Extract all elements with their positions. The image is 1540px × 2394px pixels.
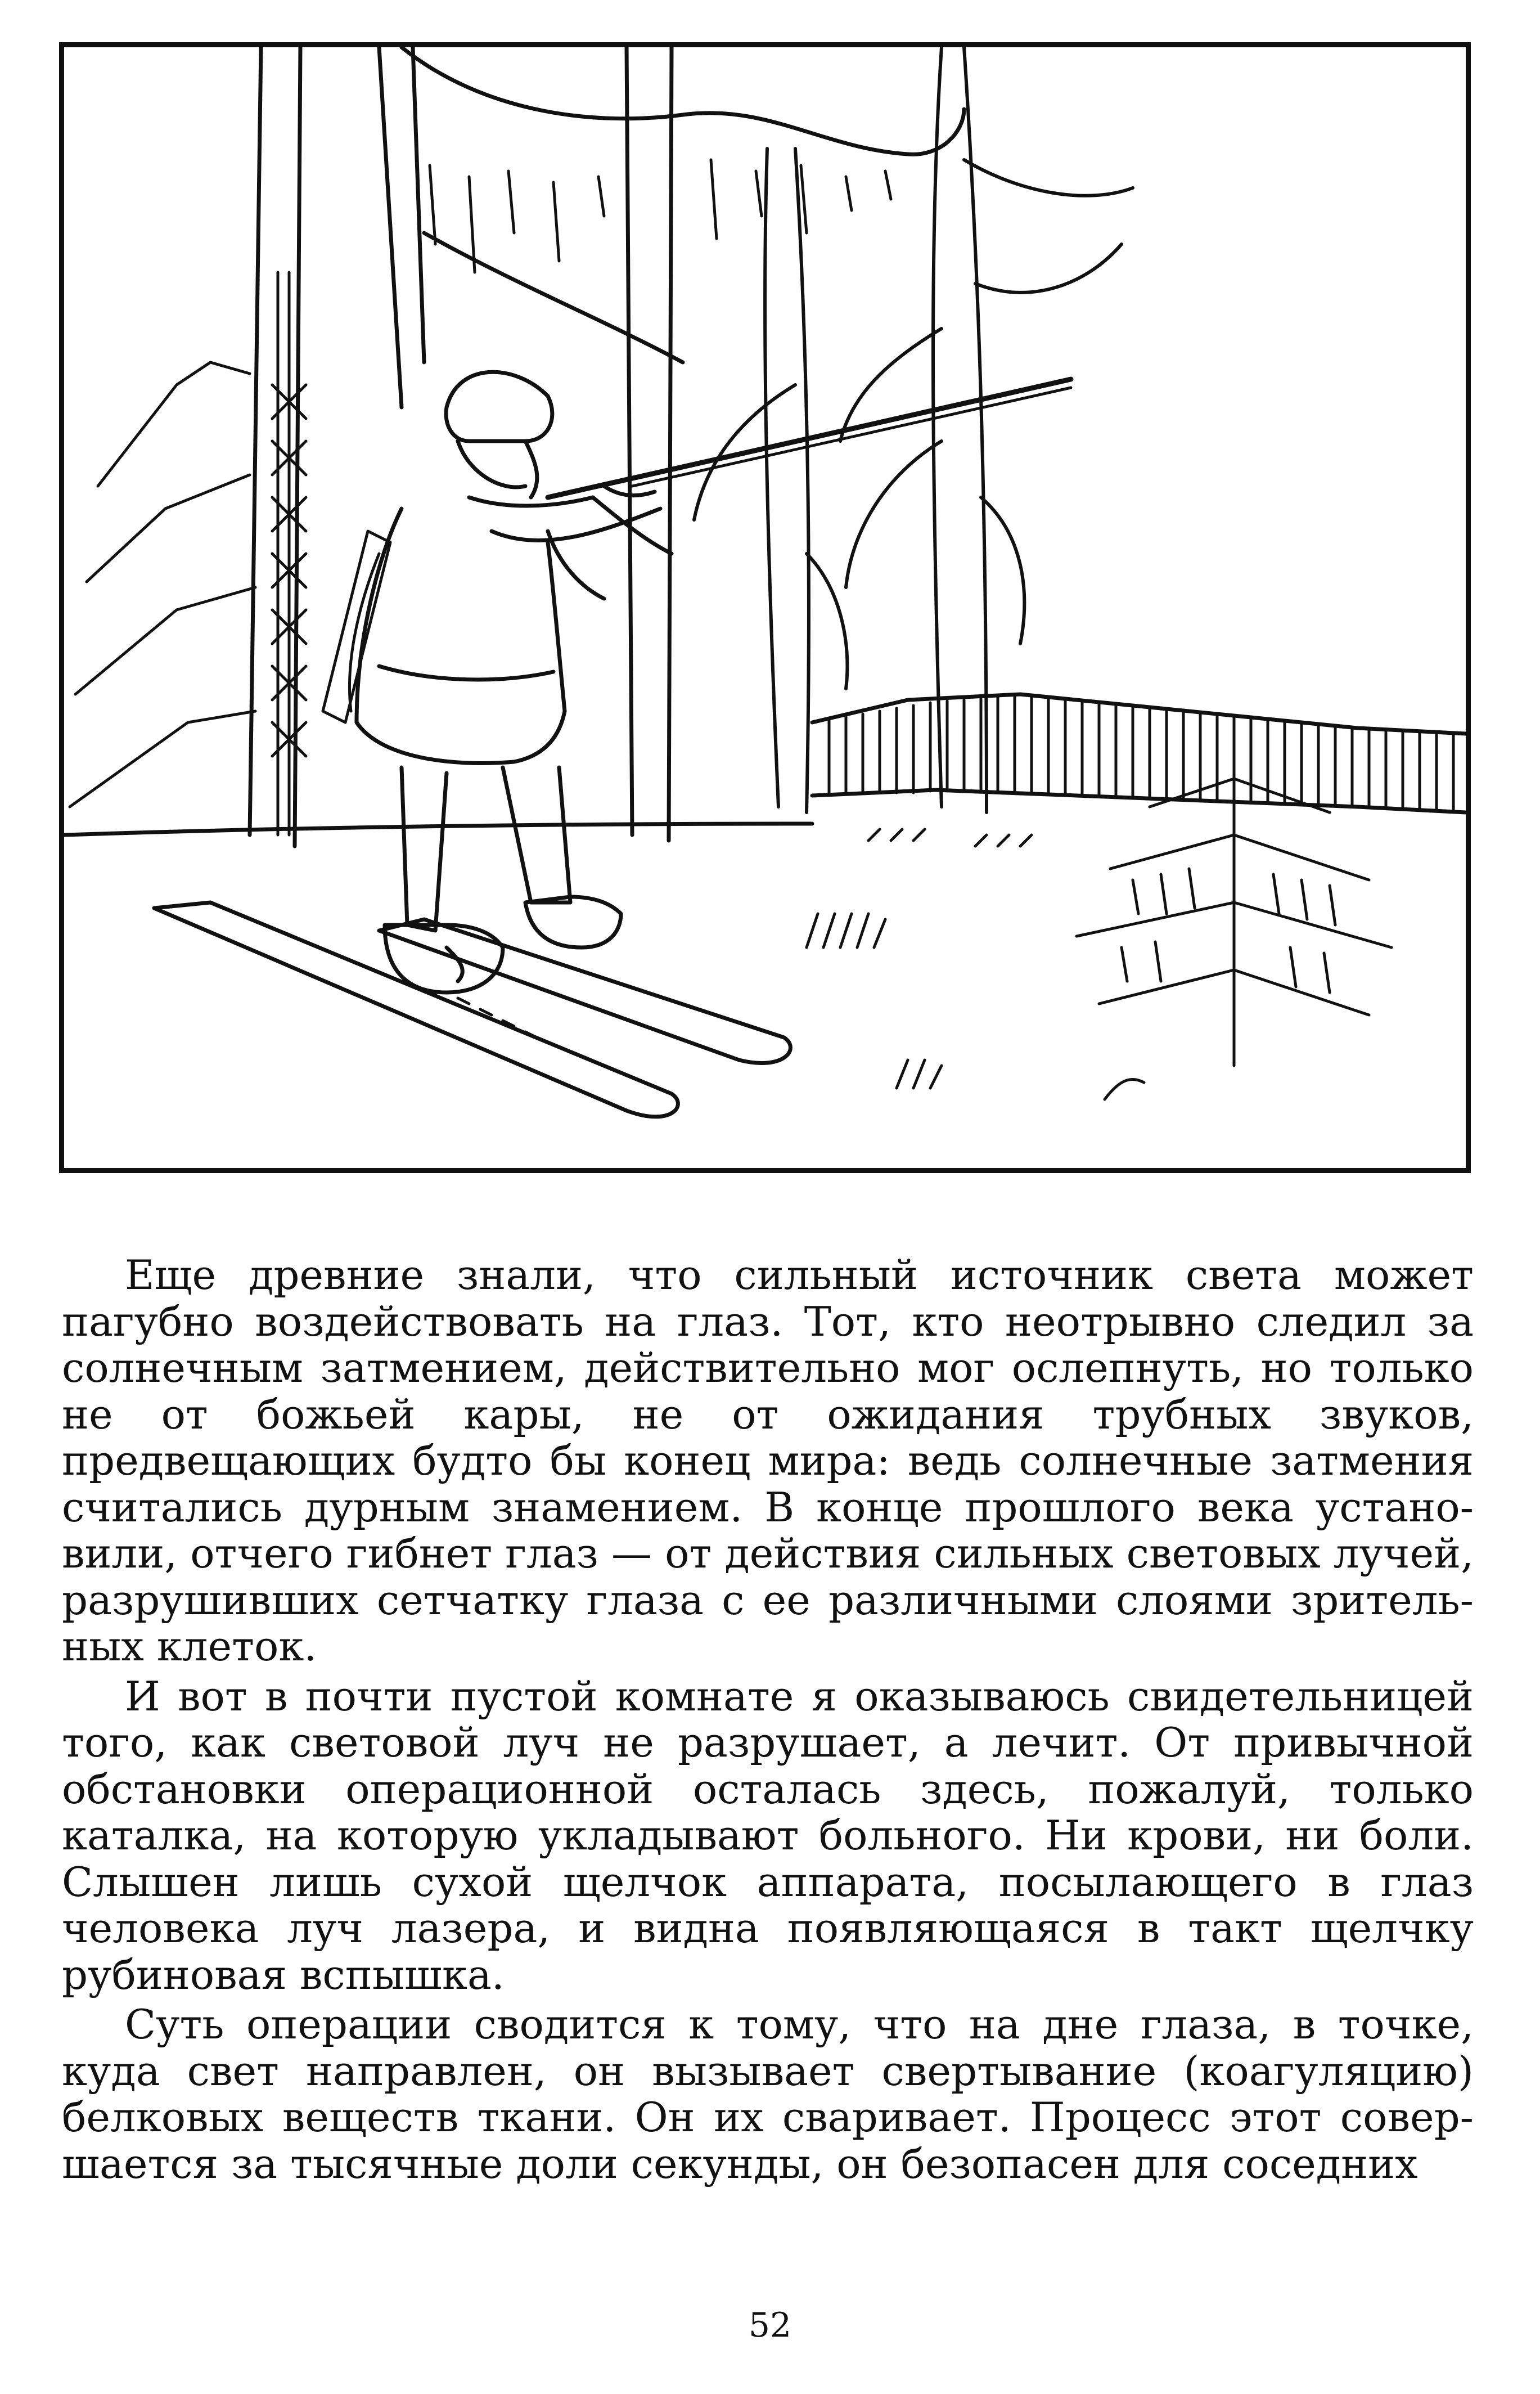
left-fir-tree: [70, 272, 306, 835]
article-text: [62, 1252, 1474, 2190]
hunter-illustration: [64, 47, 1466, 1168]
snow-ground-line: [64, 824, 812, 835]
belt: [379, 666, 553, 680]
small-fir-tree: [1077, 722, 1392, 1066]
paragraph-1: Еще древние знали, что сильный источник света может пагубно воздействовать на глаз. Тот, кто неотрывно следил за солнечным затмением, действительно мог ослепнуть, но только не от божьей кары, не от ожидания трубных звуков, предвещающих будто бы конец мира: ведь солнечные затмения считались дурным знамением. В конце прошлого века установили, отчего гибнет глаз — от действия сильных световых лучей, разрушивших сетчатку глаза с ее различными слоями зрительных клеток.: [62, 1251, 1474, 1670]
snowy-canopy: [402, 47, 964, 362]
skis: [154, 902, 790, 1117]
illustration-frame: [59, 42, 1471, 1173]
snow-tufts: [807, 829, 1144, 1099]
distant-forest: [812, 694, 1466, 812]
paragraph-3: Суть операции сводится к тому, что на дне глаза, в точке, куда свет направлен, он вызывает свертывание (коагуляцию) белковых веществ ткани. Он их сваривает. Процесс этот совершается за тысячные доли секунды, он безопасен для соседних: [62, 2001, 1474, 2188]
hunter-figure: [323, 372, 1071, 992]
page-number: 52: [748, 2306, 792, 2345]
paragraph-2: И вот в почти пустой комнате я оказываюсь свидетельницей того, как световой луч не разрушает, а лечит. От привычной обстановки операционной осталась здесь, пожалуй, только каталка, на которую укладывают больного. Ни крови, ни боли. Слышен лишь сухой щелчок аппарата, посылающего в глаз человека луч лазера, и видна появляющаяся в такт щелчку рубиновая вспышка.: [62, 1672, 1474, 1998]
